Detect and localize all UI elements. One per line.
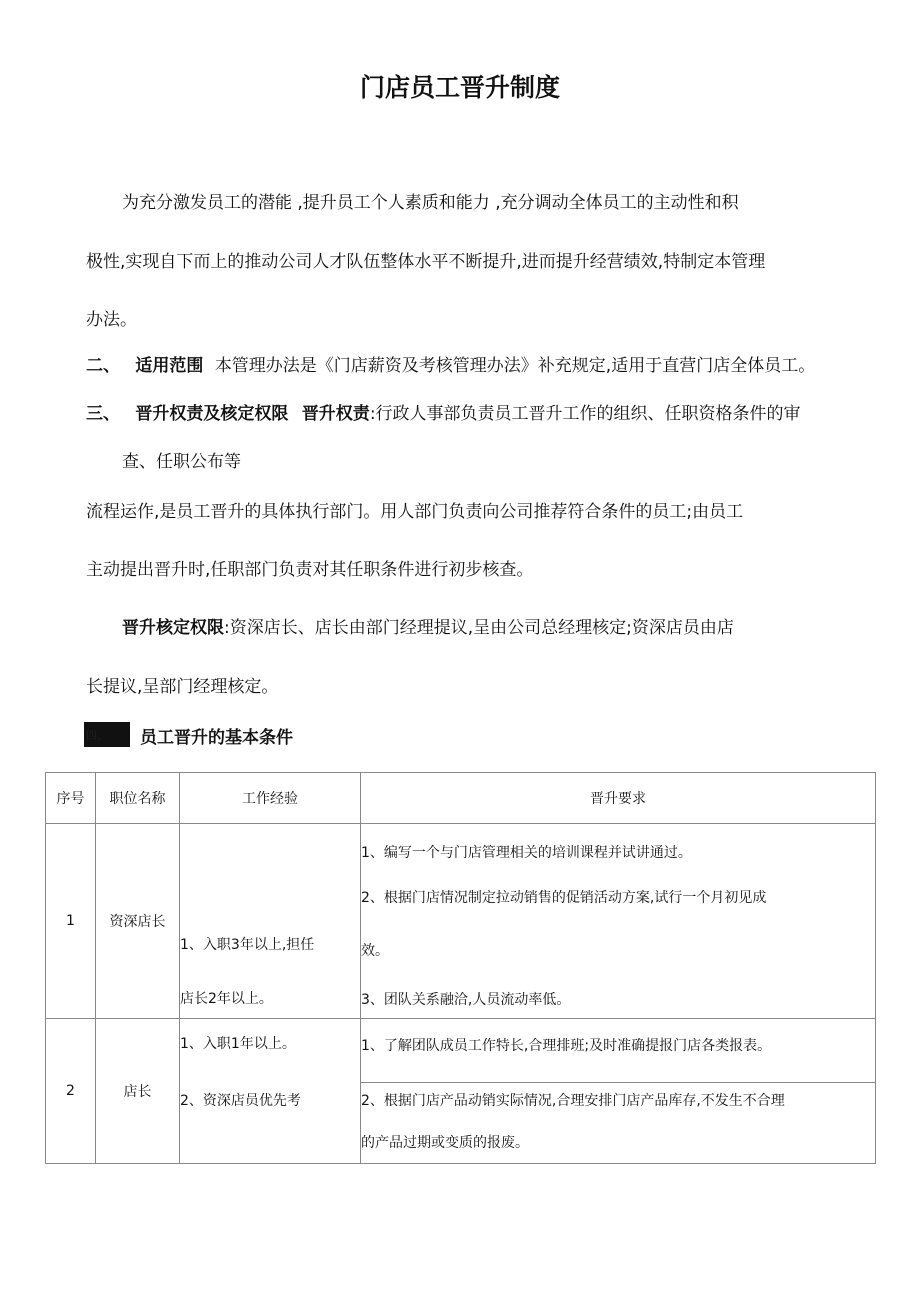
row-2-experience (180, 1019, 361, 1164)
intro-line-2: 极性,实现自下而上的推动公司人才队伍整体水平不断提升,进而提升经营绩效,特制定本管理 (86, 252, 766, 272)
section-4-number: 四、 (86, 729, 108, 742)
promotion-responsibility-text: :行政人事部负责员工晋升工作的组织、任职资格条件的审 (369, 404, 801, 424)
section-3-continuation: 查、任职公布等 (122, 452, 241, 472)
table-row (46, 1019, 876, 1164)
row-2-requirements-divider (361, 1082, 875, 1083)
section-3-paragraph-line-2: 主动提出晋升时,任职部门负责对其任职条件进行初步核查。 (86, 560, 534, 580)
header-no: 序号 (46, 773, 96, 824)
row-1-experience (180, 824, 361, 1019)
section-2 (86, 351, 815, 376)
section-3 (86, 399, 801, 424)
row-1-position: 资深店长 (96, 824, 180, 1019)
section-2-heading: 适用范围 (135, 356, 204, 376)
row-1-experience-line-2: 店长2年以上。 (180, 991, 273, 1007)
intro-line-3: 办法。 (86, 310, 137, 330)
header-experience: 工作经验 (180, 773, 361, 824)
section-4-number-block (84, 722, 130, 747)
section-2-text: 本管理办法是《门店薪资及考核管理办法》补充规定,适用于直营门店全体员工。 (214, 356, 816, 376)
approval-authority-text: :资深店长、店长由部门经理提议,呈由公司总经理核定;资深店员由店 (224, 618, 734, 638)
row-1-experience-line-1: 1、入职3年以上,担任 (180, 937, 315, 953)
promotion-responsibility-label: 晋升权责 (301, 404, 370, 424)
section-3-number: 三、 (86, 404, 120, 424)
table-header-row (46, 773, 876, 824)
row-2-experience-line-2: 2、资深店员优先考 (180, 1093, 301, 1109)
row-1-req-line-4: 3、团队关系融洽,人员流动率低。 (361, 992, 571, 1008)
row-2-req-line-1: 1、了解团队成员工作特长,合理排班;及时准确提报门店各类报表。 (361, 1038, 772, 1054)
row-2-req-line-3: 的产品过期或变质的报废。 (361, 1135, 529, 1151)
row-2-no: 2 (46, 1019, 96, 1164)
intro-line-1: 为充分激发员工的潜能 ,提升员工个人素质和能力 ,充分调动全体员工的主动性和积 (122, 193, 739, 213)
header-requirements: 晋升要求 (361, 773, 876, 824)
approval-authority-label: 晋升核定权限 (122, 618, 224, 638)
row-2-req-line-2: 2、根据门店产品动销实际情况,合理安排门店产品库存,不发生不合理 (361, 1093, 785, 1109)
table-row (46, 824, 876, 1019)
approval-authority-continuation: 长提议,呈部门经理核定。 (86, 677, 279, 697)
row-1-req-line-2: 2、根据门店情况制定拉动销售的促销活动方案,试行一个月初见成 (361, 890, 767, 906)
row-1-requirements (361, 824, 876, 1019)
promotion-conditions-table (45, 772, 876, 1164)
section-2-number: 二、 (86, 356, 120, 376)
header-position: 职位名称 (96, 773, 180, 824)
approval-authority (122, 613, 734, 638)
row-1-req-line-1: 1、编写一个与门店管理相关的培训课程并试讲通过。 (361, 845, 692, 861)
row-1-no: 1 (46, 824, 96, 1019)
row-2-requirements (361, 1019, 876, 1164)
section-3-heading: 晋升权责及核定权限 (135, 404, 289, 424)
section-4-heading: 员工晋升的基本条件 (140, 728, 293, 748)
row-1-req-line-3: 效。 (361, 943, 389, 959)
row-2-position: 店长 (96, 1019, 180, 1164)
section-3-paragraph-line-1: 流程运作,是员工晋升的具体执行部门。用人部门负责向公司推荐符合条件的员工;由员工 (86, 502, 744, 522)
page-title: 门店员工晋升制度 (359, 73, 560, 102)
row-2-experience-line-1: 1、入职1年以上。 (180, 1036, 296, 1052)
